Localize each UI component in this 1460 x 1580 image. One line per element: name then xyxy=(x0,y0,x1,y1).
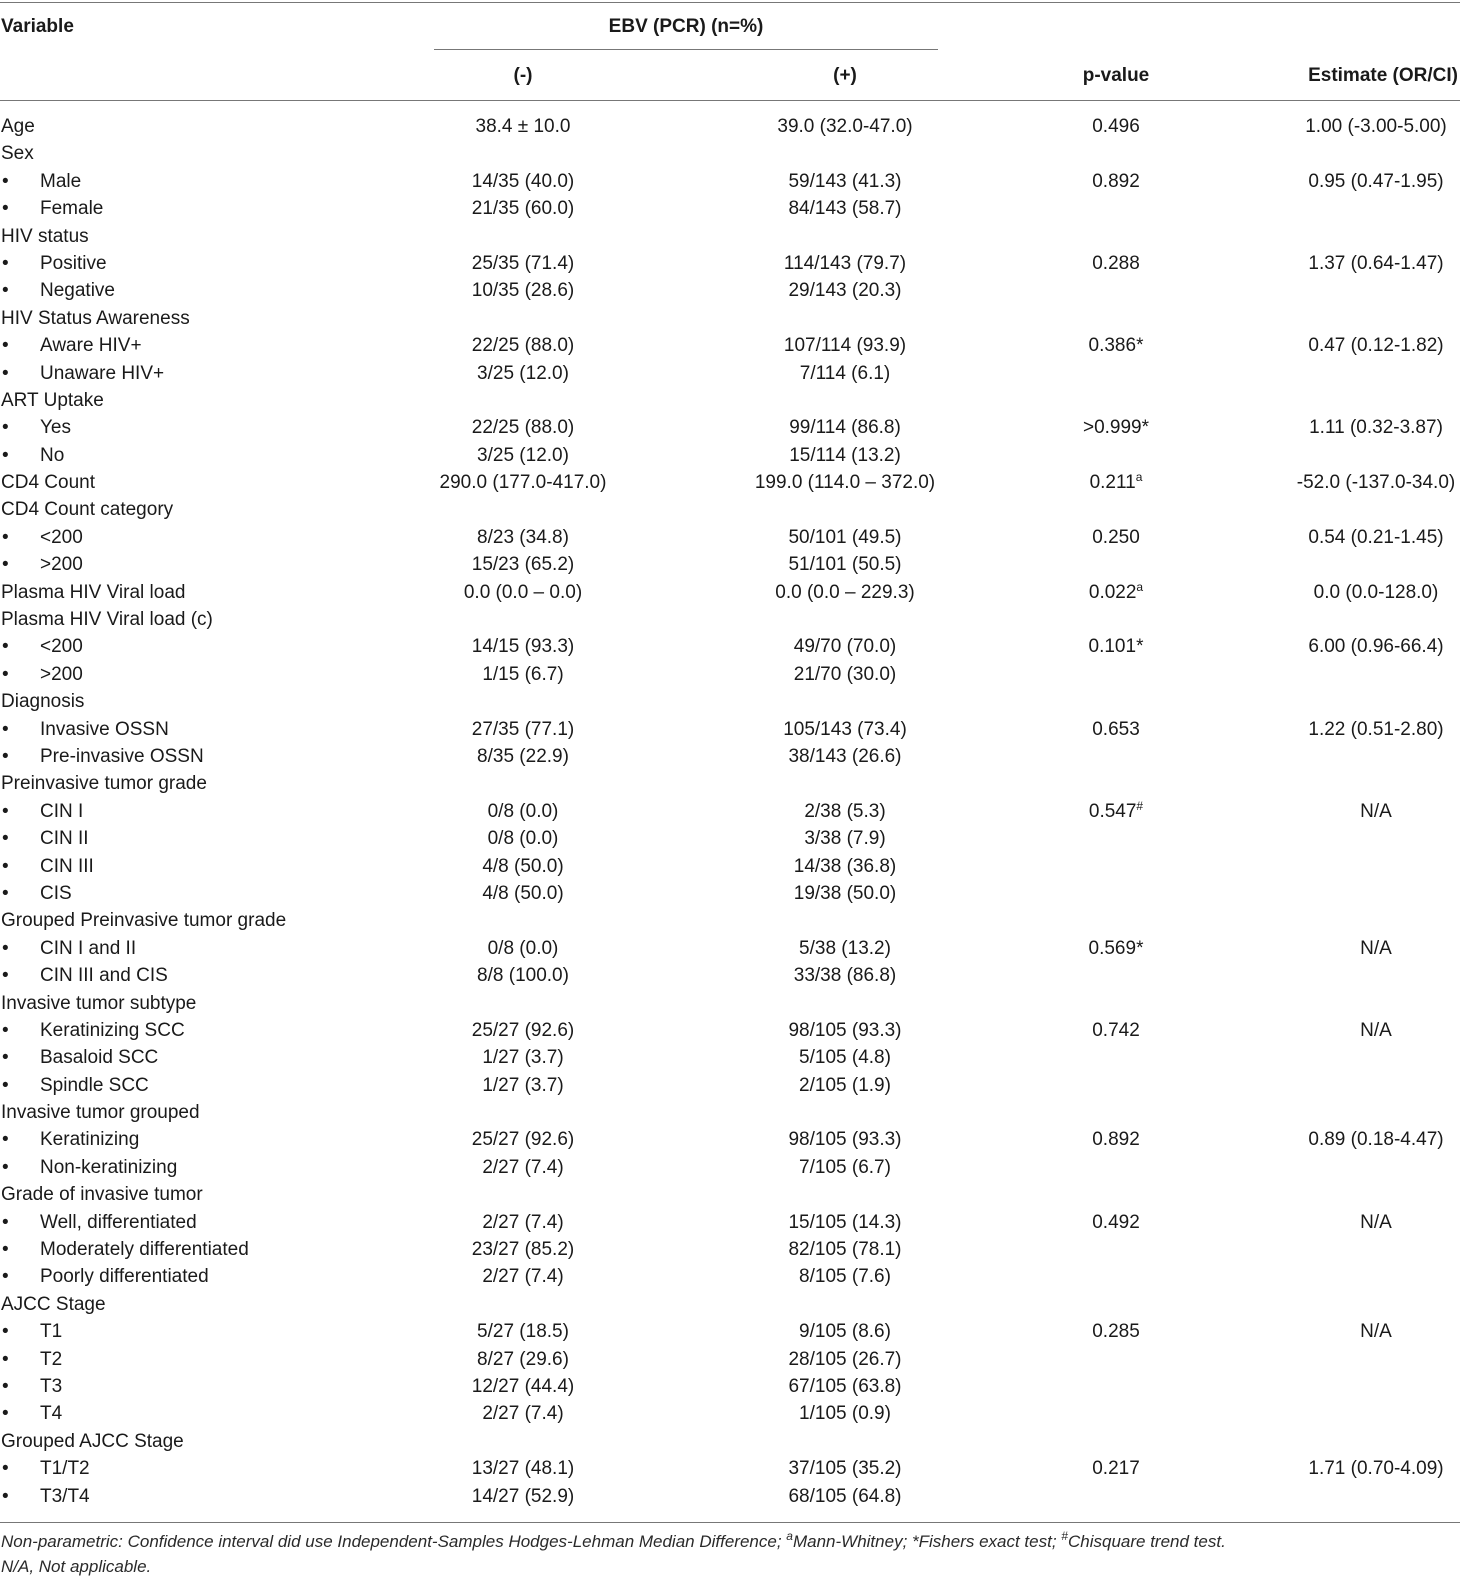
ebv-positive-value: 3/38 (7.9) xyxy=(804,828,886,850)
variable-label: Plasma HIV Viral load xyxy=(1,581,186,603)
ebv-positive-value: 7/114 (6.1) xyxy=(799,362,891,384)
variable-label: Female xyxy=(40,198,104,220)
variable-label: T4 xyxy=(40,1403,63,1425)
table-row xyxy=(0,223,1460,250)
bullet-icon: • xyxy=(2,745,9,767)
table-row xyxy=(0,469,1460,496)
table-header xyxy=(0,0,1460,100)
footnote-text: Mann-Whitney; *Fishers exact test; xyxy=(792,1532,1062,1551)
table-row-sub xyxy=(0,1455,1460,1482)
p-value-superscript: # xyxy=(1136,798,1144,813)
variable-label: Male xyxy=(40,170,82,192)
table-row-sub xyxy=(0,277,1460,304)
p-value xyxy=(1083,414,1149,441)
p-value-number: 0.653 xyxy=(1092,718,1140,740)
table-row xyxy=(0,770,1460,797)
header-positive: (+) xyxy=(833,65,857,86)
p-value-number: 0.569* xyxy=(1088,937,1144,959)
ebv-negative-value: 23/27 (85.2) xyxy=(471,1239,575,1261)
ebv-negative-value: 2/27 (7.4) xyxy=(482,1156,564,1178)
ebv-negative-value: 0.0 (0.0 – 0.0) xyxy=(463,581,583,603)
p-value xyxy=(1092,1318,1140,1345)
table-row xyxy=(0,606,1460,633)
ebv-positive-value: 38/143 (26.6) xyxy=(788,745,902,767)
table-row-sub xyxy=(0,798,1460,825)
variable-label: No xyxy=(40,444,65,466)
ebv-negative-value: 290.0 (177.0-417.0) xyxy=(439,472,607,494)
variable-label: Age xyxy=(1,116,35,137)
p-value xyxy=(1092,250,1140,277)
ebv-negative-value: 25/27 (92.6) xyxy=(471,1129,575,1151)
ebv-positive-value: 1/105 (0.9) xyxy=(799,1403,891,1425)
table-row-sub xyxy=(0,168,1460,195)
ebv-negative-value: 14/27 (52.9) xyxy=(471,1485,575,1507)
p-value-number: 0.022 xyxy=(1088,581,1137,603)
ebv-positive-value: 15/114 (13.2) xyxy=(789,444,901,466)
variable-label: HIV status xyxy=(1,225,89,247)
ebv-positive-value: 84/143 (58.7) xyxy=(788,198,902,220)
bullet-icon: • xyxy=(2,362,9,384)
table-row-sub xyxy=(0,1318,1460,1345)
estimate-value: 6.00 (0.96-66.4) xyxy=(1308,636,1444,658)
ebv-negative-value: 10/35 (28.6) xyxy=(471,280,575,302)
bullet-icon: • xyxy=(2,1403,9,1425)
ebv-negative-value: 2/27 (7.4) xyxy=(482,1266,564,1288)
table-row-sub xyxy=(0,1126,1460,1153)
table-row-sub xyxy=(0,880,1460,907)
ebv-negative-value: 1/15 (6.7) xyxy=(482,663,564,685)
variable-label: Positive xyxy=(40,252,107,274)
estimate-value: 1.00 (-3.00-5.00) xyxy=(1305,116,1447,137)
variable-label: Invasive tumor subtype xyxy=(1,992,197,1014)
variable-label: CD4 Count xyxy=(1,472,95,494)
variable-label: >200 xyxy=(40,663,83,685)
ebv-positive-value: 21/70 (30.0) xyxy=(793,663,897,685)
table-row-sub xyxy=(0,1373,1460,1400)
ebv-negative-value: 0/8 (0.0) xyxy=(487,800,559,822)
p-value-superscript: a xyxy=(1136,579,1144,594)
table-row-sub xyxy=(0,1236,1460,1263)
table-row xyxy=(0,496,1460,523)
bullet-icon: • xyxy=(2,1211,9,1233)
p-value-number: 0.217 xyxy=(1092,1458,1140,1480)
estimate-value: N/A xyxy=(1360,1211,1392,1233)
footnote-methods xyxy=(1,1529,1226,1552)
ebv-positive-value: 98/105 (93.3) xyxy=(788,1129,902,1151)
ebv-negative-value: 22/25 (88.0) xyxy=(471,417,575,439)
ebv-positive-value: 59/143 (41.3) xyxy=(788,170,902,192)
estimate-value: N/A xyxy=(1360,1321,1392,1343)
variable-label: Keratinizing SCC xyxy=(40,1019,185,1041)
variable-label: Invasive tumor grouped xyxy=(1,1102,200,1124)
ebv-positive-value: 82/105 (78.1) xyxy=(788,1239,902,1261)
bullet-icon: • xyxy=(2,1485,9,1507)
table-row-sub xyxy=(0,825,1460,852)
footnote-text: Non-parametric: Confidence interval did use Independent-Samples Hodges-Lehman Median Difference; xyxy=(1,1532,787,1551)
bullet-icon: • xyxy=(2,1156,9,1178)
p-value-number: 0.892 xyxy=(1092,170,1140,192)
ebv-positive-value: 28/105 (26.7) xyxy=(788,1348,902,1370)
p-value xyxy=(1089,332,1144,359)
ebv-negative-value: 8/23 (34.8) xyxy=(477,526,569,548)
bullet-icon: • xyxy=(2,800,9,822)
ebv-negative-value: 1/27 (3.7) xyxy=(482,1047,564,1069)
table-row-sub xyxy=(0,1072,1460,1099)
bullet-icon: • xyxy=(2,526,9,548)
table-row-sub xyxy=(0,250,1460,277)
estimate-value: 0.47 (0.12-1.82) xyxy=(1308,335,1444,357)
variable-label: ART Uptake xyxy=(1,389,104,411)
variable-label: Spindle SCC xyxy=(40,1074,149,1096)
estimate-value: 0.54 (0.21-1.45) xyxy=(1308,526,1444,548)
ebv-negative-value: 8/8 (100.0) xyxy=(477,965,569,987)
variable-label: Moderately differentiated xyxy=(40,1239,249,1261)
p-value xyxy=(1092,524,1140,551)
bullet-icon: • xyxy=(2,1074,9,1096)
p-value-superscript: a xyxy=(1135,470,1143,485)
header-negative: (-) xyxy=(513,65,533,86)
bullet-icon: • xyxy=(2,965,9,987)
header-group-rule xyxy=(434,49,938,50)
p-value xyxy=(1089,798,1143,825)
bullet-icon: • xyxy=(2,554,9,576)
bullet-icon: • xyxy=(2,1266,9,1288)
variable-label: CIN I and II xyxy=(40,937,137,959)
table-row xyxy=(0,113,1460,140)
ebv-positive-value: 5/38 (13.2) xyxy=(799,937,891,959)
ebv-positive-value: 2/38 (5.3) xyxy=(804,800,886,822)
ebv-negative-value: 14/35 (40.0) xyxy=(471,170,575,192)
table-row-sub xyxy=(0,962,1460,989)
p-value-number: 0.547 xyxy=(1088,800,1137,822)
table-row xyxy=(0,1291,1460,1318)
bullet-icon: • xyxy=(2,828,9,850)
bullet-icon: • xyxy=(2,937,9,959)
ebv-negative-value: 2/27 (7.4) xyxy=(482,1403,564,1425)
p-value-number: 0.492 xyxy=(1092,1211,1140,1233)
variable-label: CD4 Count category xyxy=(1,499,174,521)
ebv-positive-value: 99/114 (86.8) xyxy=(789,417,901,439)
header-p-value: p-value xyxy=(1082,65,1150,86)
bullet-icon: • xyxy=(2,198,9,220)
variable-label: Preinvasive tumor grade xyxy=(1,773,207,795)
header-variable: Variable xyxy=(1,16,74,37)
bullet-icon: • xyxy=(2,1321,9,1343)
ebv-positive-value: 50/101 (49.5) xyxy=(788,526,902,548)
table-row-sub xyxy=(0,853,1460,880)
ebv-positive-value: 49/70 (70.0) xyxy=(793,636,897,658)
bullet-icon: • xyxy=(2,718,9,740)
estimate-value: -52.0 (-137.0-34.0) xyxy=(1296,472,1456,494)
table-row xyxy=(0,140,1460,167)
variable-label: Basaloid SCC xyxy=(40,1047,159,1069)
table-row-sub xyxy=(0,661,1460,688)
variable-label: Poorly differentiated xyxy=(40,1266,209,1288)
bullet-icon: • xyxy=(2,1019,9,1041)
table-row xyxy=(0,1099,1460,1126)
p-value-number: 0.211 xyxy=(1089,472,1136,494)
table-row-sub xyxy=(0,1154,1460,1181)
table-row-sub xyxy=(0,1044,1460,1071)
ebv-negative-value: 22/25 (88.0) xyxy=(471,335,575,357)
p-value xyxy=(1092,716,1140,743)
table-row-sub xyxy=(0,1400,1460,1427)
ebv-positive-value: 15/105 (14.3) xyxy=(788,1211,902,1233)
ebv-positive-value: 5/105 (4.8) xyxy=(799,1047,891,1069)
estimate-value: 0.95 (0.47-1.95) xyxy=(1308,170,1444,192)
variable-label: T1 xyxy=(40,1321,63,1343)
estimate-value: 1.37 (0.64-1.47) xyxy=(1308,252,1444,274)
bullet-icon: • xyxy=(2,1348,9,1370)
table-row-sub xyxy=(0,332,1460,359)
bullet-icon: • xyxy=(2,1239,9,1261)
header-estimate: Estimate (OR/CI) xyxy=(1308,65,1458,86)
bullet-icon: • xyxy=(2,170,9,192)
variable-label: AJCC Stage xyxy=(1,1293,106,1315)
variable-label: CIN III and CIS xyxy=(40,965,168,987)
table-row-sub xyxy=(0,1483,1460,1510)
variable-label: HIV Status Awareness xyxy=(1,307,190,329)
table-header-rule xyxy=(0,100,1460,101)
variable-label: Grade of invasive tumor xyxy=(1,1184,203,1206)
ebv-positive-value: 114/143 (79.7) xyxy=(783,252,907,274)
table-row-sub xyxy=(0,1263,1460,1290)
p-value-number: 0.101* xyxy=(1088,636,1144,658)
p-value xyxy=(1092,1209,1140,1236)
variable-label: Keratinizing xyxy=(40,1129,140,1151)
ebv-positive-value: 68/105 (64.8) xyxy=(788,1485,902,1507)
ebv-positive-value: 8/105 (7.6) xyxy=(799,1266,891,1288)
ebv-positive-value: 98/105 (93.3) xyxy=(788,1019,902,1041)
ebv-negative-value: 0/8 (0.0) xyxy=(487,828,559,850)
variable-label: Aware HIV+ xyxy=(40,335,142,357)
table-row-sub xyxy=(0,1346,1460,1373)
ebv-negative-value: 4/8 (50.0) xyxy=(482,855,564,877)
table-row xyxy=(0,387,1460,414)
ebv-negative-value: 1/27 (3.7) xyxy=(482,1074,564,1096)
estimate-value: 0.89 (0.18-4.47) xyxy=(1308,1129,1444,1151)
p-value xyxy=(1089,633,1144,660)
bullet-icon: • xyxy=(2,444,9,466)
variable-label: Pre-invasive OSSN xyxy=(40,745,204,767)
ebv-negative-value: 0/8 (0.0) xyxy=(487,937,559,959)
p-value xyxy=(1092,1126,1140,1153)
variable-label: Diagnosis xyxy=(1,691,85,713)
table-row-sub xyxy=(0,935,1460,962)
ebv-positive-value: 19/38 (50.0) xyxy=(793,882,897,904)
variable-label: <200 xyxy=(40,526,83,548)
ebv-negative-value: 25/27 (92.6) xyxy=(471,1019,575,1041)
p-value-number: 0.892 xyxy=(1092,1129,1140,1151)
ebv-positive-value: 67/105 (63.8) xyxy=(788,1375,902,1397)
footnote-abbreviation: N/A, Not applicable. xyxy=(1,1557,152,1576)
estimate-value: 0.0 (0.0-128.0) xyxy=(1313,581,1439,603)
p-value-number: 0.285 xyxy=(1092,1321,1140,1343)
variable-label: CIN II xyxy=(40,828,89,850)
table-row-sub xyxy=(0,1209,1460,1236)
ebv-positive-value: 39.0 (32.0-47.0) xyxy=(777,116,913,137)
bullet-icon: • xyxy=(2,1047,9,1069)
bullet-icon: • xyxy=(2,252,9,274)
variable-label: Negative xyxy=(40,280,115,302)
p-value xyxy=(1092,113,1140,140)
table-row xyxy=(0,305,1460,332)
ebv-negative-value: 21/35 (60.0) xyxy=(471,198,575,220)
variable-label: Unaware HIV+ xyxy=(40,362,165,384)
footnote-sup: a xyxy=(786,1529,793,1543)
ebv-negative-value: 13/27 (48.1) xyxy=(471,1458,575,1480)
variable-label: T2 xyxy=(40,1348,63,1370)
p-value xyxy=(1089,935,1144,962)
table-bottom-rule xyxy=(0,1522,1460,1523)
variable-label: Grouped Preinvasive tumor grade xyxy=(1,910,287,932)
ebv-negative-value: 27/35 (77.1) xyxy=(471,718,575,740)
ebv-positive-value: 199.0 (114.0 – 372.0) xyxy=(754,472,936,494)
p-value-number: 0.250 xyxy=(1092,526,1140,548)
ebv-negative-value: 3/25 (12.0) xyxy=(477,444,569,466)
bullet-icon: • xyxy=(2,280,9,302)
table-row xyxy=(0,1181,1460,1208)
variable-label: CIN III xyxy=(40,855,94,877)
bullet-icon: • xyxy=(2,663,9,685)
ebv-positive-value: 33/38 (86.8) xyxy=(793,965,897,987)
bullet-icon: • xyxy=(2,636,9,658)
ebv-negative-value: 15/23 (65.2) xyxy=(471,554,575,576)
p-value xyxy=(1092,1455,1140,1482)
table-row xyxy=(0,1428,1460,1455)
table-row-sub xyxy=(0,716,1460,743)
ebv-positive-value: 51/101 (50.5) xyxy=(788,554,902,576)
ebv-negative-value: 3/25 (12.0) xyxy=(477,362,569,384)
ebv-positive-value: 7/105 (6.7) xyxy=(799,1156,891,1178)
ebv-positive-value: 2/105 (1.9) xyxy=(799,1074,891,1096)
footnote-text: Chisquare trend test. xyxy=(1067,1532,1226,1551)
bullet-icon: • xyxy=(2,335,9,357)
variable-label: Grouped AJCC Stage xyxy=(1,1430,184,1452)
ebv-positive-value: 9/105 (8.6) xyxy=(799,1321,891,1343)
variable-label: Well, differentiated xyxy=(40,1211,197,1233)
ebv-positive-value: 105/143 (73.4) xyxy=(783,718,907,740)
p-value-number: 0.386* xyxy=(1088,335,1144,357)
p-value xyxy=(1092,1017,1140,1044)
header-ebv-group: EBV (PCR) (n=%) xyxy=(608,16,764,37)
table-row xyxy=(0,990,1460,1017)
table-row-sub xyxy=(0,1017,1460,1044)
variable-label: CIN I xyxy=(40,800,84,822)
p-value-number: 0.288 xyxy=(1092,252,1140,274)
estimate-value: 1.11 (0.32-3.87) xyxy=(1309,417,1443,439)
variable-label: <200 xyxy=(40,636,83,658)
variable-label: Invasive OSSN xyxy=(40,718,169,740)
bullet-icon: • xyxy=(2,882,9,904)
estimate-value: N/A xyxy=(1360,1019,1392,1041)
table-row-sub xyxy=(0,633,1460,660)
bullet-icon: • xyxy=(2,1375,9,1397)
table-row-sub xyxy=(0,442,1460,469)
p-value-number: 0.742 xyxy=(1092,1019,1140,1041)
ebv-negative-value: 5/27 (18.5) xyxy=(477,1321,569,1343)
ebv-negative-value: 8/35 (22.9) xyxy=(477,745,569,767)
ebv-positive-value: 107/114 (93.9) xyxy=(783,335,907,357)
footnote-sup: # xyxy=(1061,1529,1068,1543)
p-value-number: 0.496 xyxy=(1092,116,1140,137)
ebv-negative-value: 25/35 (71.4) xyxy=(471,252,575,274)
variable-label: Non-keratinizing xyxy=(40,1156,178,1178)
table-row-sub xyxy=(0,551,1460,578)
variable-label: T1/T2 xyxy=(40,1458,90,1480)
ebv-negative-value: 12/27 (44.4) xyxy=(471,1375,575,1397)
variable-label: T3/T4 xyxy=(40,1485,90,1507)
bullet-icon: • xyxy=(2,855,9,877)
table-row-sub xyxy=(0,743,1460,770)
variable-label: T3 xyxy=(40,1375,63,1397)
variable-label: Yes xyxy=(40,417,71,439)
p-value xyxy=(1092,168,1140,195)
p-value-number: >0.999* xyxy=(1082,417,1150,439)
table-row-sub xyxy=(0,524,1460,551)
bullet-icon: • xyxy=(2,1129,9,1151)
ebv-negative-value: 38.4 ± 10.0 xyxy=(475,116,571,137)
estimate-value: N/A xyxy=(1360,800,1392,822)
table-row-sub xyxy=(0,360,1460,387)
table-row-sub xyxy=(0,414,1460,441)
estimate-value: N/A xyxy=(1360,937,1392,959)
p-value xyxy=(1090,469,1143,496)
table-row xyxy=(0,688,1460,715)
p-value xyxy=(1089,579,1143,606)
estimate-value: 1.71 (0.70-4.09) xyxy=(1308,1458,1444,1480)
ebv-negative-value: 2/27 (7.4) xyxy=(482,1211,564,1233)
variable-label: Plasma HIV Viral load (c) xyxy=(1,609,213,631)
estimate-value: 1.22 (0.51-2.80) xyxy=(1308,718,1444,740)
ebv-negative-value: 4/8 (50.0) xyxy=(482,882,564,904)
table-row xyxy=(0,907,1460,934)
bullet-icon: • xyxy=(2,1458,9,1480)
table-body xyxy=(0,113,1460,1510)
bullet-icon: • xyxy=(2,417,9,439)
ebv-positive-value: 0.0 (0.0 – 229.3) xyxy=(775,581,915,603)
ebv-positive-value: 37/105 (35.2) xyxy=(788,1458,902,1480)
ebv-negative-value: 8/27 (29.6) xyxy=(477,1348,569,1370)
variable-label: >200 xyxy=(40,554,83,576)
variable-label: CIS xyxy=(40,882,72,904)
ebv-negative-value: 14/15 (93.3) xyxy=(471,636,575,658)
table-row-sub xyxy=(0,195,1460,222)
ebv-positive-value: 29/143 (20.3) xyxy=(788,280,902,302)
variable-label: Sex xyxy=(1,143,34,165)
table-row xyxy=(0,579,1460,606)
ebv-positive-value: 14/38 (36.8) xyxy=(793,855,897,877)
